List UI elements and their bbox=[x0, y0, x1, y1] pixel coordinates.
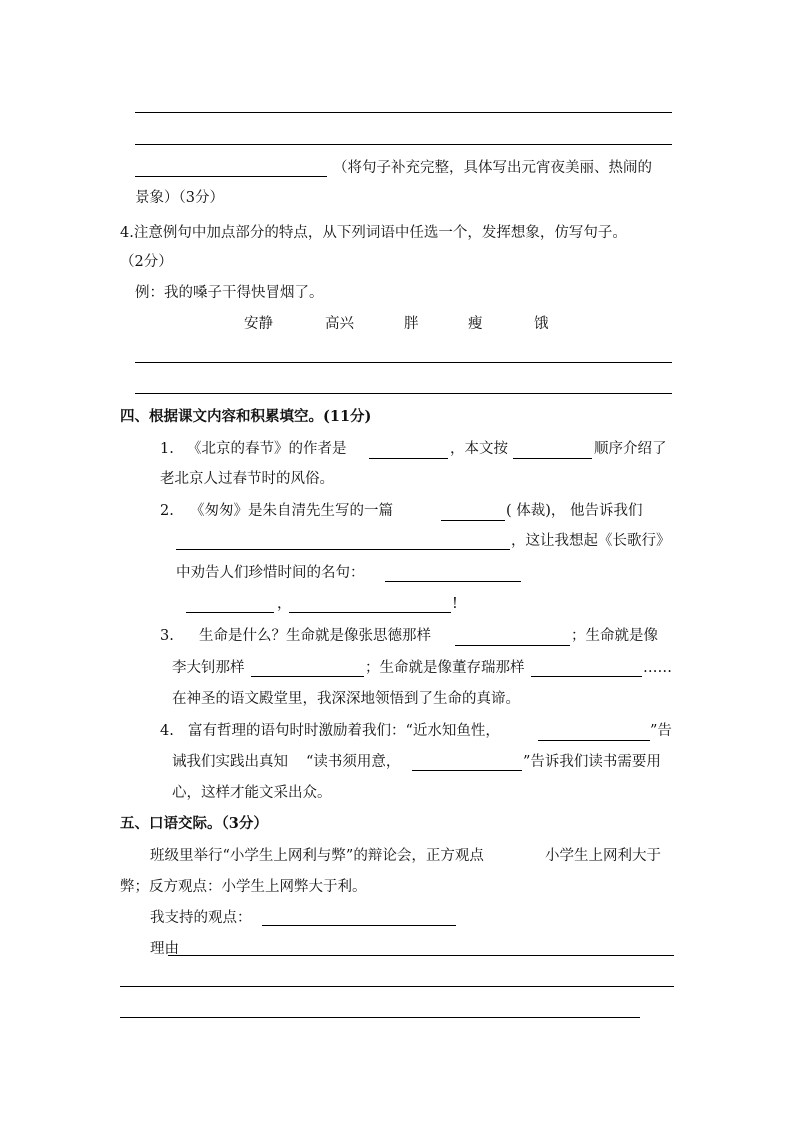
s5-blank-viewpoint[interactable] bbox=[262, 925, 456, 926]
s4-item2-text-a: 《匆匆》是朱自清先生写的一篇 bbox=[190, 503, 393, 519]
s4-item3-blank-zhang[interactable] bbox=[455, 645, 570, 646]
answer-line-q3-1[interactable] bbox=[135, 112, 672, 113]
s4-item2-blank-message[interactable] bbox=[176, 549, 510, 550]
answer-line-q3-2[interactable] bbox=[135, 144, 672, 145]
answer-line-q4-2[interactable] bbox=[135, 393, 672, 394]
q4-word-5: 饿 bbox=[534, 316, 549, 332]
s5-support-label: 我支持的观点： bbox=[150, 910, 252, 926]
s4-item2-text-f: ! bbox=[452, 596, 458, 612]
answer-blank-q3-3[interactable] bbox=[135, 176, 327, 177]
q4-points: （2分） bbox=[120, 254, 173, 270]
q3-note: （将句子补充完整，具体写出元宵夜美丽、热闹的 bbox=[333, 160, 652, 176]
section4-heading: 四、根据课文内容和积累填空。(11分) bbox=[120, 408, 372, 425]
s5-paragraph-1: 班级里举行“小学生上网利与弊”的辩论会，正方观点 bbox=[150, 848, 484, 864]
s4-item3-text-f: 在神圣的语文殿堂里，我深深地领悟到了生命的真谛。 bbox=[172, 691, 520, 707]
s4-item1-text-a: 《北京的春节》的作者是 bbox=[187, 441, 347, 457]
s4-item4-text-f: 心，这样才能文采出众。 bbox=[172, 785, 332, 801]
s4-item3-text-d: ；生命就是像董存瑞那样 bbox=[365, 660, 525, 676]
s4-item1-text-d: 老北京人过春节时的风俗。 bbox=[160, 471, 334, 487]
section5-heading: 五、口语交际。（3分） bbox=[120, 815, 268, 832]
s4-item3-blank-li[interactable] bbox=[251, 676, 364, 677]
s4-item2-blank-quote-a[interactable] bbox=[385, 581, 521, 582]
s4-item2-blank-quote-b[interactable] bbox=[186, 612, 274, 613]
s4-item4-text-d: “读书须用意， bbox=[306, 754, 401, 770]
s4-item1-text-c: 顺序介绍了 bbox=[594, 441, 667, 457]
s4-item3-num: 3. bbox=[160, 628, 174, 644]
s4-item3-blank-dong[interactable] bbox=[531, 676, 642, 677]
s4-item3-text-c: 李大钊那样 bbox=[172, 660, 245, 676]
s4-item4-num: 4. bbox=[160, 723, 174, 739]
s4-item2-text-c: ，这让我想起《长歌行》 bbox=[511, 533, 671, 549]
s4-item4-text-e: ”告诉我们读书需要用 bbox=[523, 754, 661, 770]
s4-item3-text-b: ；生命就是像 bbox=[571, 628, 658, 644]
s4-item1-num: 1. bbox=[160, 441, 174, 457]
s4-item1-blank-order[interactable] bbox=[513, 458, 592, 459]
s4-item2-text-e: ， bbox=[277, 596, 292, 612]
q4-word-2: 高兴 bbox=[325, 316, 354, 332]
q3-note-cont: 景象）（3分） bbox=[135, 190, 224, 206]
s5-paragraph-2: 弊；反方观点：小学生上网弊大于利。 bbox=[120, 879, 367, 895]
s5-reason-line-1[interactable] bbox=[168, 955, 674, 956]
s5-paragraph-1-cont: 小学生上网利大于 bbox=[545, 848, 661, 864]
s4-item3-text-e: …… bbox=[643, 660, 672, 676]
s4-item2-text-b: ( 体裁)， 他告诉我们 bbox=[506, 503, 643, 519]
s5-reason-line-2[interactable] bbox=[120, 986, 674, 987]
s4-item2-blank-quote-c[interactable] bbox=[289, 612, 451, 613]
s4-item2-blank-genre[interactable] bbox=[441, 520, 505, 521]
q4-word-1: 安静 bbox=[244, 316, 273, 332]
s5-reason-line-3[interactable] bbox=[120, 1017, 640, 1018]
s4-item1-text-b: ，本文按 bbox=[450, 441, 508, 457]
s4-item2-num: 2. bbox=[160, 503, 174, 519]
answer-line-q4-1[interactable] bbox=[135, 362, 672, 363]
s4-item4-text-a: 富有哲理的语句时时激励着我们：“近水知鱼性， bbox=[188, 723, 500, 739]
s4-item4-blank-reading[interactable] bbox=[412, 770, 522, 771]
q4-word-4: 瘦 bbox=[468, 316, 483, 332]
s4-item4-text-c: 诫我们实践出真知 bbox=[172, 754, 288, 770]
q4-word-3: 胖 bbox=[404, 316, 419, 332]
q4-example: 例：我的嗓子干得快冒烟了。 bbox=[135, 285, 324, 301]
q4-prompt: 4.注意例句中加点部分的特点，从下列词语中任选一个，发挥想象，仿写句子。 bbox=[120, 225, 627, 241]
s4-item1-blank-author[interactable] bbox=[369, 458, 448, 459]
s4-item4-text-b: ”告 bbox=[650, 723, 672, 739]
s5-reason-label: 理由 bbox=[150, 941, 179, 957]
s4-item4-blank-fish[interactable] bbox=[538, 740, 650, 741]
s4-item2-text-d: 中劝告人们珍惜时间的名句： bbox=[176, 565, 365, 581]
s4-item3-text-a: 生命是什么？生命就是像张思德那样 bbox=[199, 628, 431, 644]
